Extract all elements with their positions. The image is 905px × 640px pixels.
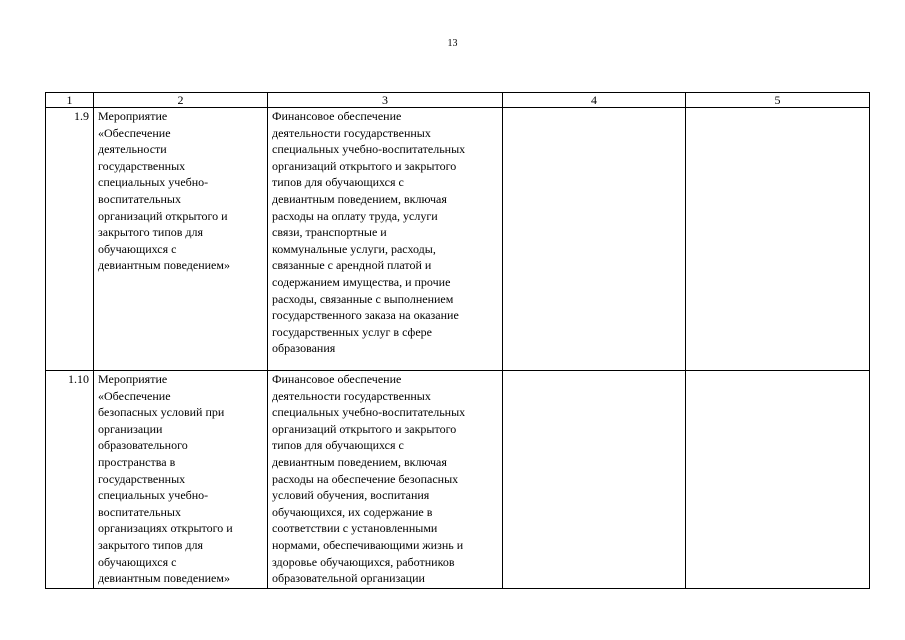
text-line: государственных <box>98 158 186 173</box>
header-cell-5: 5 <box>686 93 870 108</box>
text-line: деятельности <box>98 142 167 157</box>
header-cell-4: 4 <box>503 93 686 108</box>
text-line: Мероприятие <box>98 109 168 123</box>
text-line: образовательного <box>98 438 188 453</box>
text-line: организаций открытого и закрытого <box>272 158 457 173</box>
text-line: коммунальные услуги, расходы, <box>272 241 436 256</box>
header-row <box>46 93 870 108</box>
text-line: организации <box>98 421 163 436</box>
header-cell-2: 2 <box>94 93 268 108</box>
text-line: обучающихся с <box>98 241 177 256</box>
program-table <box>45 92 870 589</box>
text-line: специальных учебно-воспитательных <box>272 405 466 420</box>
text-line: деятельности государственных <box>272 125 431 140</box>
text-line: расходы на обеспечение безопасных <box>272 471 459 486</box>
text-line: «Обеспечение <box>98 388 171 403</box>
text-line: связанные с арендной платой и <box>272 258 432 273</box>
text-line: типов для обучающихся с <box>272 175 404 190</box>
text-line: образования <box>272 341 336 356</box>
text-line: воспитательных <box>98 504 181 519</box>
event-name-cell <box>94 108 268 371</box>
text-line: закрытого типов для <box>98 537 204 552</box>
text-line: «Обеспечение <box>98 125 171 140</box>
empty-cell-col5 <box>686 371 870 589</box>
header-cell-1: 1 <box>46 93 94 108</box>
row-number: 1.9 <box>46 108 94 371</box>
text-line: соответствии с установленными <box>272 521 438 536</box>
text-line: условий обучения, воспитания <box>272 488 430 503</box>
table-row <box>46 108 870 371</box>
text-line: закрытого типов для <box>98 225 204 240</box>
empty-cell-col4 <box>503 108 686 371</box>
text-line: девиантным поведением» <box>98 571 230 586</box>
text-line: Финансовое обеспечение <box>272 372 402 386</box>
text-line: организациях открытого и <box>98 521 233 536</box>
text-line: девиантным поведением» <box>98 258 230 273</box>
text-line: государственных <box>98 471 186 486</box>
table-row <box>46 371 870 589</box>
row-number: 1.10 <box>46 371 94 589</box>
text-line: образовательной организации <box>272 571 425 586</box>
empty-cell-col5 <box>686 108 870 371</box>
text-line: безопасных условий при <box>98 405 225 420</box>
header-cell-3: 3 <box>268 93 503 108</box>
text-line: Финансовое обеспечение <box>272 109 402 123</box>
text-line: нормами, обеспечивающими жизнь и <box>272 537 464 552</box>
empty-cell-col4 <box>503 371 686 589</box>
text-line: государственного заказа на оказание <box>272 308 459 323</box>
text-line: связи, транспортные и <box>272 225 387 240</box>
page-number: 13 <box>447 38 458 49</box>
text-line: здоровье обучающихся, работников <box>272 554 455 569</box>
text-line: Мероприятие <box>98 372 168 386</box>
text-line: воспитательных <box>98 191 181 206</box>
description-cell <box>268 108 503 371</box>
text-line: расходы на оплату труда, услуги <box>272 208 438 223</box>
text-line: специальных учебно-воспитательных <box>272 142 466 157</box>
text-line: деятельности государственных <box>272 388 431 403</box>
text-line: расходы, связанные с выполнением <box>272 291 454 306</box>
event-name-cell <box>94 371 268 589</box>
text-line: обучающихся с <box>98 554 177 569</box>
text-line: обучающихся, их содержание в <box>272 504 433 519</box>
text-line: содержанием имущества, и прочие <box>272 274 451 289</box>
description-cell <box>268 371 503 589</box>
text-line: организаций открытого и <box>98 208 228 223</box>
text-line: государственных услуг в сфере <box>272 324 432 339</box>
text-line: девиантным поведением, включая <box>272 454 447 469</box>
text-line: специальных учебно- <box>98 488 209 503</box>
text-line: организаций открытого и закрытого <box>272 421 457 436</box>
text-line: пространства в <box>98 454 176 469</box>
text-line: типов для обучающихся с <box>272 438 404 453</box>
text-line: специальных учебно- <box>98 175 209 190</box>
text-line: девиантным поведением, включая <box>272 191 447 206</box>
